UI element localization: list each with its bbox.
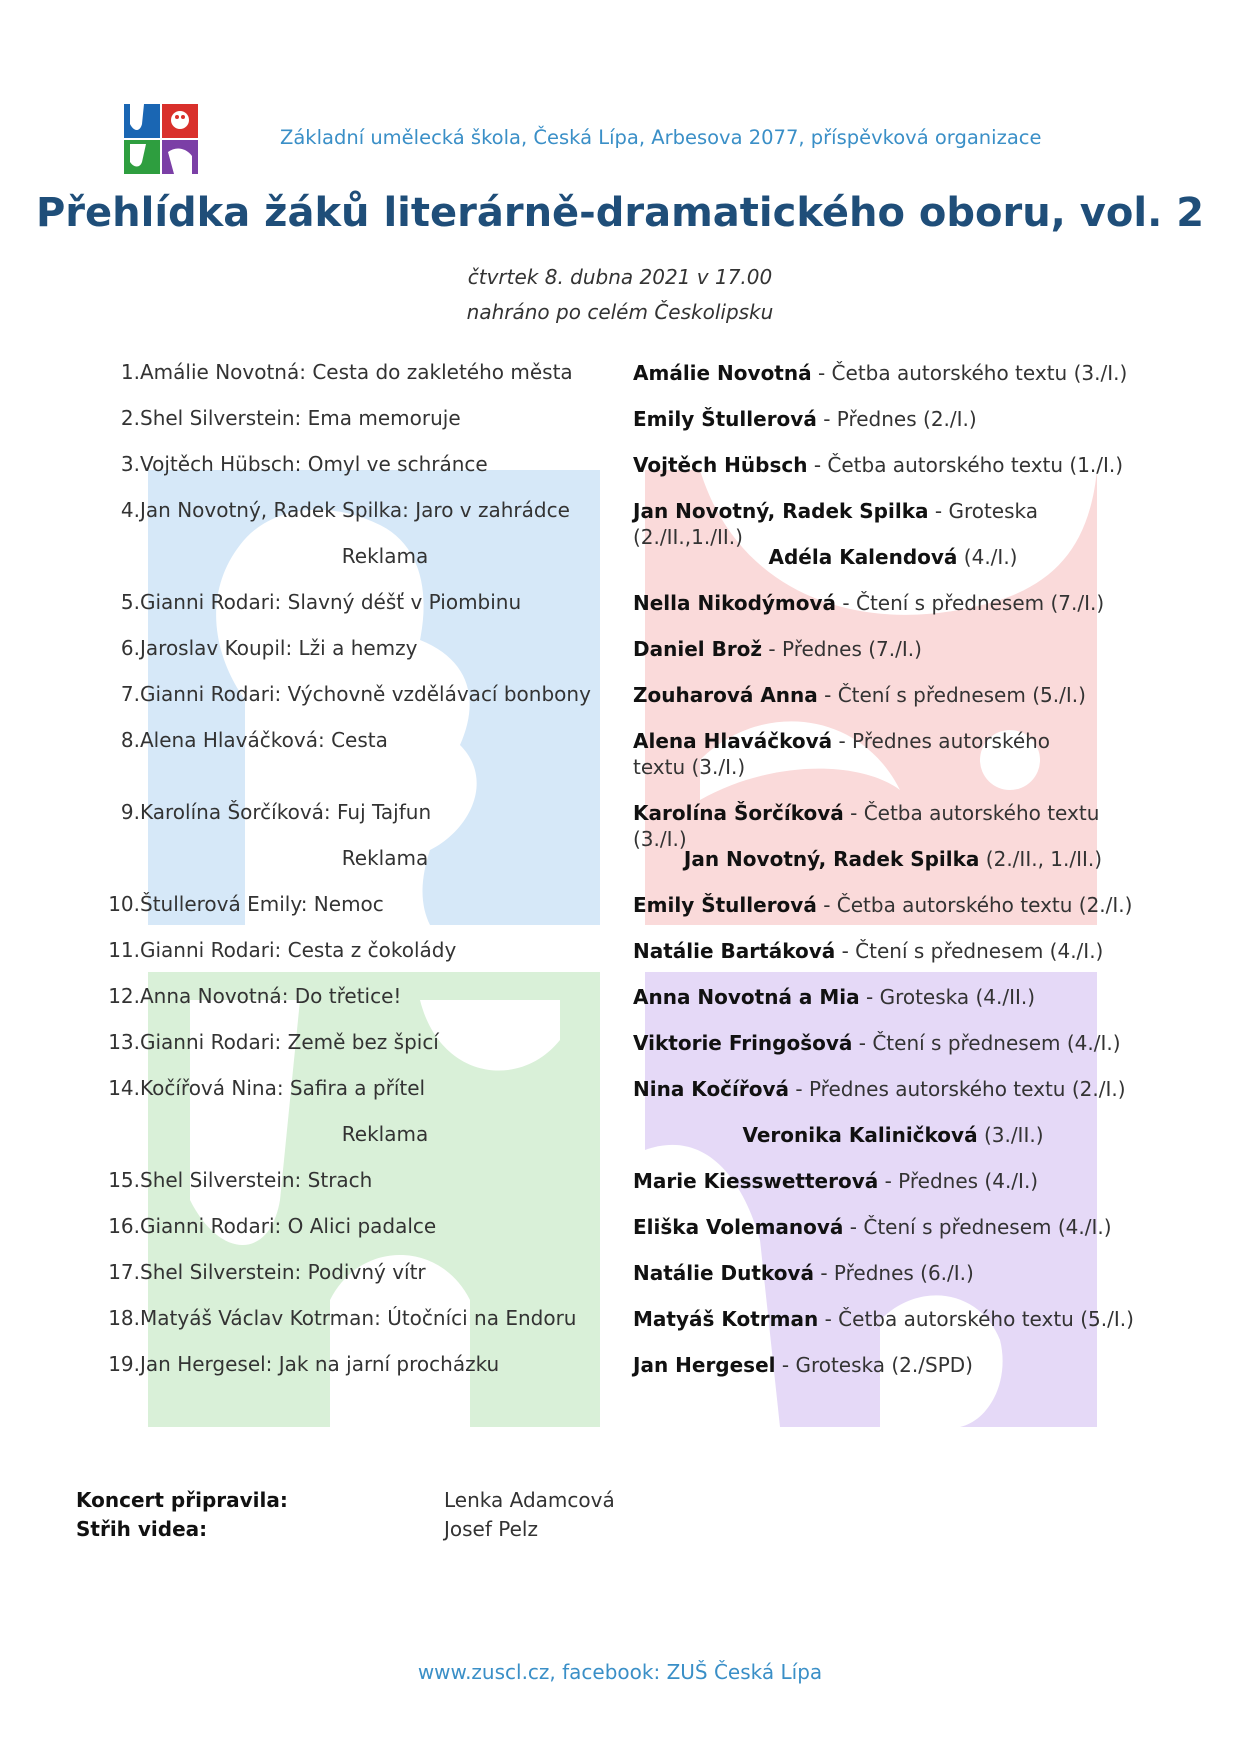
performer-detail: - Přednes (2./I.): [823, 407, 977, 431]
program-row: [0, 1168, 1240, 1214]
program-row: [0, 800, 1240, 851]
performer-name: Natálie Dutková: [633, 1261, 814, 1285]
event-date: čtvrtek 8. dubna 2021 v 17.00: [467, 265, 773, 289]
performer-name: Jan Novotný, Radek Spilka: [683, 847, 980, 871]
performer-detail: - Čtení s přednesem (4./I.): [858, 1031, 1121, 1055]
performer-detail: - Četba autorského textu (1./I.): [813, 453, 1124, 477]
piece-title: Shel Silverstein: Ema memoruje: [140, 406, 461, 430]
program-piece: [108, 1076, 618, 1100]
program-row: [0, 498, 1240, 549]
piece-title: Amálie Novotná: Cesta do zakletého města: [140, 360, 573, 384]
piece-title: Gianni Rodari: Slavný déšť v Piombinu: [140, 590, 522, 614]
credit-value: Josef Pelz: [444, 1517, 538, 1541]
piece-title: Anna Novotná: Do třetice!: [140, 984, 402, 1008]
program-performer: [633, 938, 1153, 964]
program-piece: [108, 498, 618, 522]
program-piece: [108, 452, 618, 476]
program-performer: [633, 1122, 1153, 1148]
piece-title: Karolína Šorčíková: Fuj Tajfun: [140, 800, 432, 824]
program-piece: [108, 892, 618, 916]
performer-detail: - Čtení s přednesem (5./I.): [824, 683, 1086, 707]
program-piece: [108, 1030, 618, 1054]
program-piece: [108, 938, 618, 962]
program-row: [0, 892, 1240, 938]
program-row: [0, 360, 1240, 406]
program-piece: [108, 1168, 618, 1192]
performer-name: Anna Novotná a Mia: [633, 985, 860, 1009]
performer-detail: - Čtení s přednesem (4./I.): [849, 1215, 1112, 1239]
program-piece: [108, 682, 618, 706]
program-number: 18.: [108, 1306, 140, 1330]
program-number: 17.: [108, 1260, 140, 1284]
performer-name: Alena Hlaváčková: [633, 729, 833, 753]
program-performer: [633, 590, 1153, 616]
performer-detail: - Groteska (4./II.): [866, 985, 1036, 1009]
performer-detail: - Četba autorského textu (3./I.): [817, 361, 1128, 385]
program-performer: [633, 636, 1153, 662]
program-row: [0, 1352, 1240, 1398]
program-number: 9.: [120, 800, 140, 824]
program-number: 4.: [120, 498, 140, 522]
piece-title: Kočířová Nina: Safira a přítel: [140, 1076, 426, 1100]
program-performer: [633, 1260, 1153, 1286]
program-number: 8.: [120, 728, 140, 752]
program-performer: [633, 1352, 1153, 1378]
performer-detail: - Četba autorského textu (3./I.): [633, 801, 1100, 851]
program-performer: [633, 682, 1153, 708]
footer-links[interactable]: www.zuscl.cz, facebook: ZUŠ Česká Lípa: [417, 1660, 823, 1684]
performer-name: Vojtěch Hübsch: [633, 453, 808, 477]
performer-detail: (4./I.): [963, 545, 1018, 569]
program-performer: [633, 892, 1153, 918]
program-performer: [633, 406, 1153, 432]
performer-name: Nina Kočířová: [633, 1077, 790, 1101]
program-performer: [633, 1214, 1153, 1240]
advert-row: [0, 846, 1240, 892]
piece-title: Jaroslav Koupil: Lži a hemzy: [140, 636, 418, 660]
credit-label: Koncert připravila:: [76, 1488, 288, 1512]
piece-title: Štullerová Emily: Nemoc: [140, 892, 384, 916]
program-piece: [108, 728, 618, 752]
performer-name: Eliška Volemanová: [633, 1215, 844, 1239]
program-performer: [633, 360, 1153, 386]
program-row: [0, 1076, 1240, 1122]
program-row: [0, 636, 1240, 682]
advert-label: Reklama: [341, 846, 429, 870]
performer-name: Adéla Kalendová: [768, 545, 958, 569]
advert-row: [0, 1122, 1240, 1168]
performer-detail: (2./II., 1./II.): [985, 847, 1103, 871]
piece-title: Shel Silverstein: Strach: [140, 1168, 373, 1192]
program-performer: [633, 728, 1053, 780]
program-performer: [633, 544, 1153, 570]
program-row: [0, 682, 1240, 728]
performer-detail: - Četba autorského textu (2./I.): [823, 893, 1133, 917]
advert-label: Reklama: [341, 1122, 429, 1146]
performer-detail: - Přednes (6./I.): [820, 1261, 974, 1285]
piece-title: Jan Novotný, Radek Spilka: Jaro v zahrádce: [140, 498, 570, 522]
credit-label: Střih videa:: [76, 1517, 208, 1541]
program-performer: [633, 452, 1153, 478]
program-row: [0, 1214, 1240, 1260]
program-performer: [633, 1306, 1153, 1332]
program-row: [0, 590, 1240, 636]
performer-name: Jan Hergesel: [633, 1353, 776, 1377]
program-piece: [108, 1260, 618, 1284]
program-number: 2.: [120, 406, 140, 430]
performer-name: Viktorie Fringošová: [633, 1031, 853, 1055]
piece-title: Vojtěch Hübsch: Omyl ve schránce: [140, 452, 488, 476]
program-number: 1.: [120, 360, 140, 384]
performer-detail: - Přednes autorského textu (3./I.): [633, 729, 1051, 779]
program-number: 10.: [108, 892, 140, 916]
program-number: 6.: [120, 636, 140, 660]
program-performer: [633, 498, 1153, 550]
page-title: Přehlídka žáků literárně-dramatického oboru, vol. 2: [35, 190, 1205, 236]
program-piece: [108, 636, 618, 660]
performer-detail: - Groteska (2./II.,1./II.): [633, 499, 1039, 549]
performer-name: Marie Kiesswetterová: [633, 1169, 879, 1193]
program-number: 19.: [108, 1352, 140, 1376]
program-number: 13.: [108, 1030, 140, 1054]
credit-value: Lenka Adamcová: [444, 1488, 615, 1512]
performer-detail: - Čtení s přednesem (4./I.): [841, 939, 1104, 963]
performer-name: Veronika Kaliničková: [742, 1123, 978, 1147]
piece-title: Jan Hergesel: Jak na jarní procházku: [140, 1352, 500, 1376]
program-number: 7.: [120, 682, 140, 706]
program-number: 12.: [108, 984, 140, 1008]
performer-detail: - Groteska (2./SPD): [781, 1353, 973, 1377]
event-place: nahráno po celém Českolipsku: [466, 300, 774, 324]
program-row: [0, 452, 1240, 498]
program-number: 11.: [108, 938, 140, 962]
piece-title: Matyáš Václav Kotrman: Útočníci na Endoru: [140, 1306, 577, 1330]
program-row: [0, 728, 1240, 779]
program-performer: [633, 1030, 1153, 1056]
program-piece: [108, 406, 618, 430]
program-row: [0, 1306, 1240, 1352]
piece-title: Gianni Rodari: Cesta z čokolády: [140, 938, 457, 962]
performer-detail: (3./II.): [983, 1123, 1044, 1147]
performer-detail: - Přednes (4./I.): [884, 1169, 1039, 1193]
piece-title: Gianni Rodari: O Alici padalce: [140, 1214, 437, 1238]
program-row: [0, 1030, 1240, 1076]
program-piece: [108, 1214, 618, 1238]
performer-name: Zouharová Anna: [633, 683, 818, 707]
program-performer: [633, 800, 1153, 852]
program-performer: [633, 984, 1153, 1010]
performer-name: Emily Štullerová: [633, 893, 817, 917]
performer-name: Matyáš Kotrman: [633, 1307, 819, 1331]
program-number: 3.: [120, 452, 140, 476]
program-piece: [108, 590, 618, 614]
program-number: 16.: [108, 1214, 140, 1238]
program-row: [0, 406, 1240, 452]
performer-name: Nella Nikodýmová: [633, 591, 837, 615]
program-piece: [108, 984, 618, 1008]
performer-detail: - Přednes (7./I.): [768, 637, 922, 661]
program-piece: [108, 800, 618, 824]
program-row: [0, 984, 1240, 1030]
advert-row: [0, 544, 1240, 590]
program-performer: [633, 1076, 1153, 1102]
program-piece: [108, 360, 618, 384]
program-row: [0, 1260, 1240, 1306]
program-piece: [108, 1352, 618, 1376]
performer-detail: - Přednes autorského textu (2./I.): [795, 1077, 1126, 1101]
piece-title: Gianni Rodari: Výchovně vzdělávací bonbony: [140, 682, 591, 706]
performer-detail: - Četba autorského textu (5./I.): [824, 1307, 1134, 1331]
program-piece: [108, 1306, 618, 1330]
program-performer: [633, 1168, 1153, 1194]
program-row: [0, 938, 1240, 984]
program-number: 15.: [108, 1168, 140, 1192]
performer-name: Amálie Novotná: [633, 361, 812, 385]
performer-name: Karolína Šorčíková: [633, 801, 844, 825]
performer-detail: - Čtení s přednesem (7./I.): [842, 591, 1105, 615]
program-number: 5.: [120, 590, 140, 614]
school-logo: [124, 104, 198, 174]
program-performer: [633, 846, 1153, 872]
performer-name: Jan Novotný, Radek Spilka: [633, 499, 929, 523]
piece-title: Alena Hlaváčková: Cesta: [140, 728, 388, 752]
program-number: 14.: [108, 1076, 140, 1100]
performer-name: Daniel Brož: [633, 637, 763, 661]
performer-name: Emily Štullerová: [633, 407, 817, 431]
piece-title: Shel Silverstein: Podivný vítr: [140, 1260, 426, 1284]
advert-label: Reklama: [341, 544, 429, 568]
performer-name: Natálie Bartáková: [633, 939, 836, 963]
piece-title: Gianni Rodari: Země bez špicí: [140, 1030, 439, 1054]
school-name: Základní umělecká škola, Česká Lípa, Arbesova 2077, příspěvková organizace: [280, 126, 1042, 149]
